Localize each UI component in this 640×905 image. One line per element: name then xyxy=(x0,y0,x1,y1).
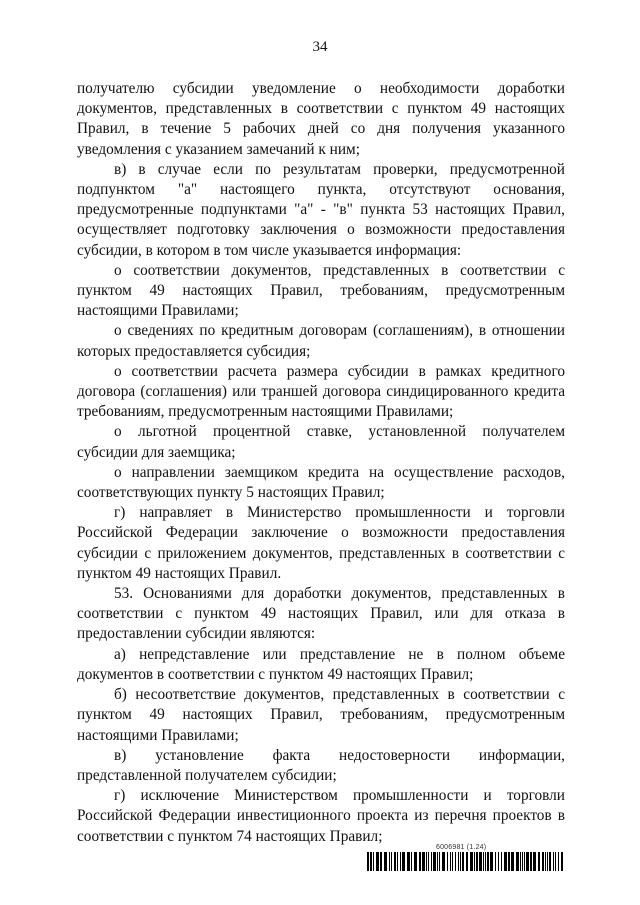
page-number: 34 xyxy=(312,39,328,55)
body-text xyxy=(77,79,565,847)
paragraph: в) в случае если по результатам проверки, предусмотренной подпунктом "а" настоящего пункта, отсутствуют основания, предусмотренные подпунктами "а" - "в" пункта 53 настоящих Правил, осуществляет подготовку заключения о возможности предоставления субсидии, в котором в том числе указывается информация: xyxy=(77,160,565,259)
paragraph: о льготной процентной ставке, установленной получателем субсидии для заемщика; xyxy=(77,423,565,461)
barcode-caption: 6006981 (1.24) xyxy=(436,844,487,851)
paragraph: б) несоответствие документов, представленных в соответствии с пунктом 49 настоящих Правил, требованиям, предусмотренным настоящими Правилами; xyxy=(77,686,565,744)
paragraph: 53. Основаниями для доработки документов, представленных в соответствии с пунктом 49 настоящих Правил, или для отказа в предоставлении субсидии являются: xyxy=(77,585,565,643)
paragraph: г) направляет в Министерство промышленности и торговли Российской Федерации заключение о возможности предоставления субсидии с приложением документов, представленных в соответствии с пунктом 49 настоящих Правил. xyxy=(77,504,565,582)
paragraph: о соответствии документов, представленных в соответствии с пунктом 49 настоящих Правил, требованиям, предусмотренным настоящими Правилами; xyxy=(77,261,565,320)
paragraph: в) установление факта недостоверности информации, представленной получателем субсидии; xyxy=(77,746,565,784)
paragraph: о соответствии расчета размера субсидии в рамках кредитного договора (соглашения) или траншей договора синдицированного кредита требованиям, предусмотренным настоящими Правилами; xyxy=(77,362,565,421)
paragraph: о направлении заемщиком кредита на осуществление расходов, соответствующих пункту 5 настоящих Правил; xyxy=(77,463,565,502)
paragraph: о сведениях по кредитным договорам (соглашениям), в отношении которых предоставляется субсидия; xyxy=(77,322,565,360)
barcode-icon xyxy=(367,852,565,871)
paragraph: г) исключение Министерством промышленности и торговли Российской Федерации инвестиционного проекта из перечня проектов в соответствии с пунктом 74 настоящих Правил; xyxy=(77,787,565,845)
paragraph: а) непредставление или представление не в полном объеме документов в соответствии с пунктом 49 настоящих Правил; xyxy=(77,645,565,683)
paragraph: получателю субсидии уведомление о необходимости доработки документов, представленных в соответствии с пунктом 49 настоящих Правил, в течение 5 рабочих дней со дня получения указанного уведомления с указанием замечаний к ним; xyxy=(77,80,565,158)
